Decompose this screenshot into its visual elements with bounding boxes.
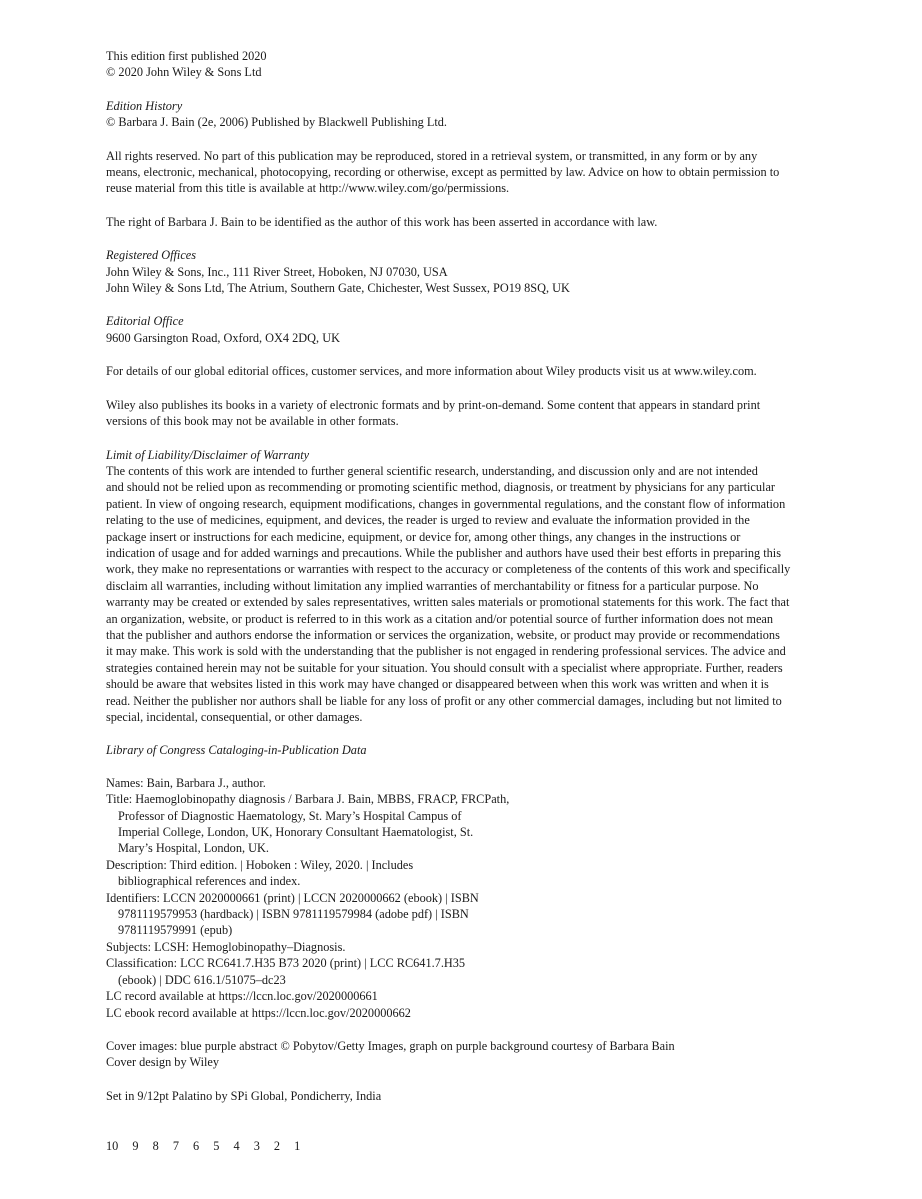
formats-line: Wiley also publishes its books in a variety of electronic formats and by print-on-demand. Some content that appears in standard print bbox=[106, 397, 761, 412]
edition-info bbox=[106, 48, 822, 81]
disclaimer-line: and should not be relied upon as recommending or promoting scientific method, diagnosis, or treatment by physicians for any particular bbox=[106, 480, 775, 495]
global-offices-text: For details of our global editorial offices, customer services, and more information about Wiley products visit us at www.wiley.com. bbox=[106, 364, 757, 379]
editorial-office-heading: Editorial Office bbox=[106, 314, 184, 329]
cip-identifiers-continued: 9781119579991 (epub) bbox=[118, 923, 233, 938]
copyright-text-block bbox=[106, 48, 822, 1155]
disclaimer-line: indication of usage and for added warnings and precautions. While the publisher and authors have used their best efforts in preparing this bbox=[106, 545, 782, 560]
registered-office-line: John Wiley & Sons, Inc., 111 River Street, Hoboken, NJ 07030, USA bbox=[106, 264, 448, 279]
cip-lc-record: LC record available at https://lccn.loc.gov/2020000661 bbox=[106, 989, 378, 1004]
cip-heading-block bbox=[106, 742, 822, 758]
cip-classification: Classification: LCC RC641.7.H35 B73 2020 (print) | LCC RC641.7.H35 bbox=[106, 956, 466, 971]
cip-title: Title: Haemoglobinopathy diagnosis / Barbara J. Bain, MBBS, FRACP, FRCPath, bbox=[106, 792, 510, 807]
disclaimer bbox=[106, 447, 822, 726]
edition-line: This edition first published 2020 bbox=[106, 49, 267, 63]
cip-data bbox=[106, 775, 822, 1021]
rights-paragraph bbox=[106, 148, 822, 197]
disclaimer-line: it may make. This work is sold with the understanding that the publisher is not engaged in rendering professional services. The advice and bbox=[106, 644, 786, 659]
disclaimer-line: The contents of this work are intended to further general scientific research, understanding, and discussion only and are not intended bbox=[106, 463, 758, 478]
cip-subjects: Subjects: LCSH: Hemoglobinopathy–Diagnosis. bbox=[106, 939, 346, 954]
formats-line: versions of this book may not be available in other formats. bbox=[106, 414, 399, 429]
rights-line: All rights reserved. No part of this publication may be reproduced, stored in a retrieval system, or transmitted, in any form or by any bbox=[106, 148, 758, 163]
disclaimer-line: an organization, website, or product is referred to in this work as a citation and/or potential source of further information does not mean bbox=[106, 611, 774, 626]
cover-credits bbox=[106, 1038, 822, 1071]
cip-heading: Library of Congress Cataloging-in-Publication Data bbox=[106, 743, 367, 758]
disclaimer-line: special, incidental, consequential, or other damages. bbox=[106, 710, 363, 724]
cip-names: Names: Bain, Barbara J., author. bbox=[106, 775, 266, 790]
disclaimer-line: work, they make no representations or warranties with respect to the accuracy or completeness of the contents of this work and specifically bbox=[106, 562, 791, 577]
print-line: 10 9 8 7 6 5 4 3 2 1 bbox=[106, 1139, 301, 1154]
disclaimer-line: strategies contained herein may not be suitable for your situation. You should consult with a specialist where appropriate. Further, readers bbox=[106, 660, 783, 675]
disclaimer-line: patient. In view of ongoing research, equipment modifications, changes in governmental regulations, and the constant flow of information bbox=[106, 496, 786, 511]
edition-history-text: © Barbara J. Bain (2e, 2006) Published by Blackwell Publishing Ltd. bbox=[106, 115, 447, 130]
cip-title-continued: Mary’s Hospital, London, UK. bbox=[118, 841, 269, 856]
disclaimer-line: that the publisher and authors endorse the information or services the organization, website, or product may provide or recommendations bbox=[106, 627, 780, 642]
global-offices-paragraph bbox=[106, 363, 822, 379]
cip-title-continued: Professor of Diagnostic Haematology, St. Mary’s Hospital Campus of bbox=[118, 808, 462, 823]
disclaimer-line: relating to the use of medicines, equipment, and devices, the reader is urged to review and evaluate the information provided in the bbox=[106, 513, 750, 528]
disclaimer-line: read. Neither the publisher nor authors shall be liable for any loss of profit or any other commercial damages, including but not limited to bbox=[106, 693, 782, 708]
edition-history bbox=[106, 98, 822, 131]
author-right-paragraph bbox=[106, 214, 822, 230]
typesetting-info bbox=[106, 1088, 822, 1104]
disclaimer-line: disclaim all warranties, including without limitation any implied warranties of merchantability or fitness for a particular purpose. No bbox=[106, 578, 759, 593]
formats-paragraph bbox=[106, 397, 822, 430]
cip-identifiers: Identifiers: LCCN 2020000661 (print) | LCCN 2020000662 (ebook) | ISBN bbox=[106, 890, 479, 905]
editorial-office bbox=[106, 313, 822, 346]
cip-identifiers-continued: 9781119579953 (hardback) | ISBN 9781119579984 (adobe pdf) | ISBN bbox=[118, 907, 469, 922]
disclaimer-line: should be aware that websites listed in this work may have changed or disappeared between when this work was written and when it is bbox=[106, 677, 769, 692]
cip-description: Description: Third edition. | Hoboken : Wiley, 2020. | Includes bbox=[106, 857, 414, 872]
edition-history-heading: Edition History bbox=[106, 98, 183, 113]
registered-offices-heading: Registered Offices bbox=[106, 248, 197, 263]
typesetting-text: Set in 9/12pt Palatino by SPi Global, Pondicherry, India bbox=[106, 1088, 382, 1103]
rights-line: reuse material from this title is available at http://www.wiley.com/go/permissions. bbox=[106, 181, 510, 196]
cover-design-credit: Cover design by Wiley bbox=[106, 1055, 220, 1070]
cip-title-continued: Imperial College, London, UK, Honorary Consultant Haematologist, St. bbox=[118, 825, 474, 840]
disclaimer-line: package insert or instructions for each medicine, equipment, or device for, among other things, any changes in the instructions or bbox=[106, 529, 741, 544]
disclaimer-line: warranty may be created or extended by sales representatives, written sales materials or promotional statements for this work. The fact that bbox=[106, 595, 790, 610]
cip-classification-continued: (ebook) | DDC 616.1/51075–dc23 bbox=[118, 972, 286, 987]
cip-lc-ebook-record: LC ebook record available at https://lccn.loc.gov/2020000662 bbox=[106, 1005, 411, 1020]
cip-description-continued: bibliographical references and index. bbox=[118, 874, 301, 889]
copyright-line: © 2020 John Wiley & Sons Ltd bbox=[106, 65, 262, 80]
author-right-text: The right of Barbara J. Bain to be identified as the author of this work has been asserted in accordance with law. bbox=[106, 214, 658, 229]
disclaimer-heading: Limit of Liability/Disclaimer of Warranty bbox=[106, 447, 310, 462]
registered-offices bbox=[106, 247, 822, 296]
editorial-office-address: 9600 Garsington Road, Oxford, OX4 2DQ, UK bbox=[106, 330, 340, 345]
registered-office-line: John Wiley & Sons Ltd, The Atrium, Southern Gate, Chichester, West Sussex, PO19 8SQ, UK bbox=[106, 281, 570, 296]
rights-line: means, electronic, mechanical, photocopying, recording or otherwise, except as permitted by law. Advice on how to obtain permission to bbox=[106, 165, 780, 180]
cover-images-credit: Cover images: blue purple abstract © Pobytov/Getty Images, graph on purple background courtesy of Barbara Bain bbox=[106, 1038, 675, 1053]
